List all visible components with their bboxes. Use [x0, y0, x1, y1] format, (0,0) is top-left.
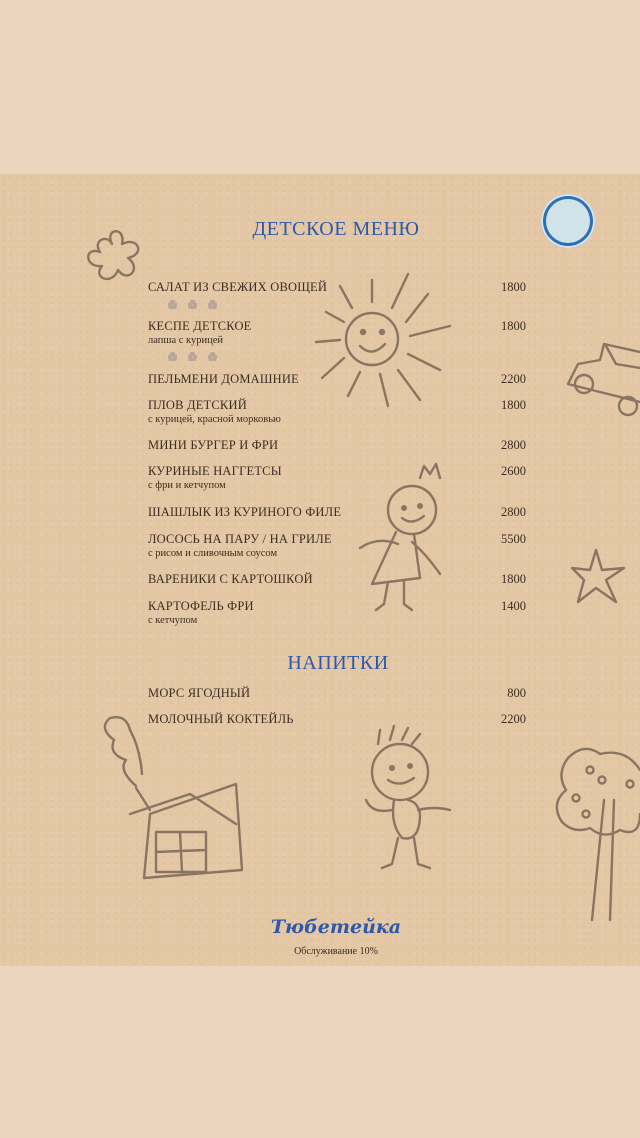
item-name: МОЛОЧНЫЙ КОКТЕЙЛЬ	[148, 712, 294, 726]
flower-divider	[168, 352, 238, 366]
menu-item	[148, 438, 526, 453]
item-name: МОРС ЯГОДНЫЙ	[148, 686, 251, 700]
menu-item	[148, 319, 526, 346]
menu-item	[148, 372, 526, 387]
menu-item	[148, 280, 526, 295]
menu-item	[148, 599, 526, 626]
item-price: 1800	[501, 572, 526, 586]
item-price: 1400	[501, 599, 526, 613]
menu-item	[148, 505, 526, 520]
menu-item	[148, 398, 526, 425]
menu-item	[148, 712, 526, 727]
item-description: с кетчупом	[148, 615, 198, 626]
flower-icon	[188, 300, 197, 309]
tree-icon	[557, 749, 640, 920]
item-description: с курицей, красной морковью	[148, 414, 281, 425]
item-price: 800	[507, 686, 526, 700]
item-price: 1800	[501, 319, 526, 333]
item-description: с фри и кетчупом	[148, 480, 226, 491]
item-price: 2200	[501, 372, 526, 386]
item-name: ШАШЛЫК ИЗ КУРИНОГО ФИЛЕ	[148, 505, 342, 519]
item-description: лапша с курицей	[148, 335, 224, 346]
section-title-kids: ДЕТСКОЕ МЕНЮ	[252, 218, 420, 240]
item-name: КАРТОФЕЛЬ ФРИ	[148, 599, 254, 613]
flower-divider	[168, 300, 238, 314]
brand-logo: Тюбетейка	[270, 916, 402, 938]
flower-icon	[168, 352, 177, 361]
item-price: 2800	[501, 505, 526, 519]
menu-item	[148, 572, 526, 587]
item-price: 2200	[501, 712, 526, 726]
item-price: 2800	[501, 438, 526, 452]
item-name: МИНИ БУРГЕР И ФРИ	[148, 438, 279, 452]
flower-icon	[188, 352, 197, 361]
item-name: ЛОСОСЬ НА ПАРУ / НА ГРИЛЕ	[148, 532, 332, 546]
item-description: с рисом и сливочным соусом	[148, 548, 278, 559]
boy-icon	[366, 726, 450, 868]
item-price: 5500	[501, 532, 526, 546]
car-icon	[568, 344, 640, 415]
flower-icon	[168, 300, 177, 309]
item-price: 1800	[501, 280, 526, 294]
item-name: САЛАТ ИЗ СВЕЖИХ ОВОЩЕЙ	[148, 280, 328, 294]
item-name: ВАРЕНИКИ С КАРТОШКОЙ	[148, 572, 313, 586]
menu-item	[148, 532, 526, 559]
section-title-drinks: НАПИТКИ	[287, 652, 389, 674]
menu-item	[148, 686, 526, 701]
flower-icon	[208, 352, 217, 361]
house-icon	[105, 717, 242, 878]
star-icon	[572, 550, 624, 602]
menu-page	[0, 174, 640, 966]
item-name: КЕСПЕ ДЕТСКОЕ	[148, 319, 252, 333]
item-name: ПЕЛЬМЕНИ ДОМАШНИЕ	[148, 372, 299, 386]
item-price: 2600	[501, 464, 526, 478]
menu-item	[148, 464, 526, 491]
item-name: ПЛОВ ДЕТСКИЙ	[148, 398, 247, 412]
item-price: 1800	[501, 398, 526, 412]
service-charge-note: Обслуживание 10%	[294, 946, 378, 957]
item-name: КУРИНЫЕ НАГГЕТСЫ	[148, 464, 282, 478]
flower-icon	[208, 300, 217, 309]
